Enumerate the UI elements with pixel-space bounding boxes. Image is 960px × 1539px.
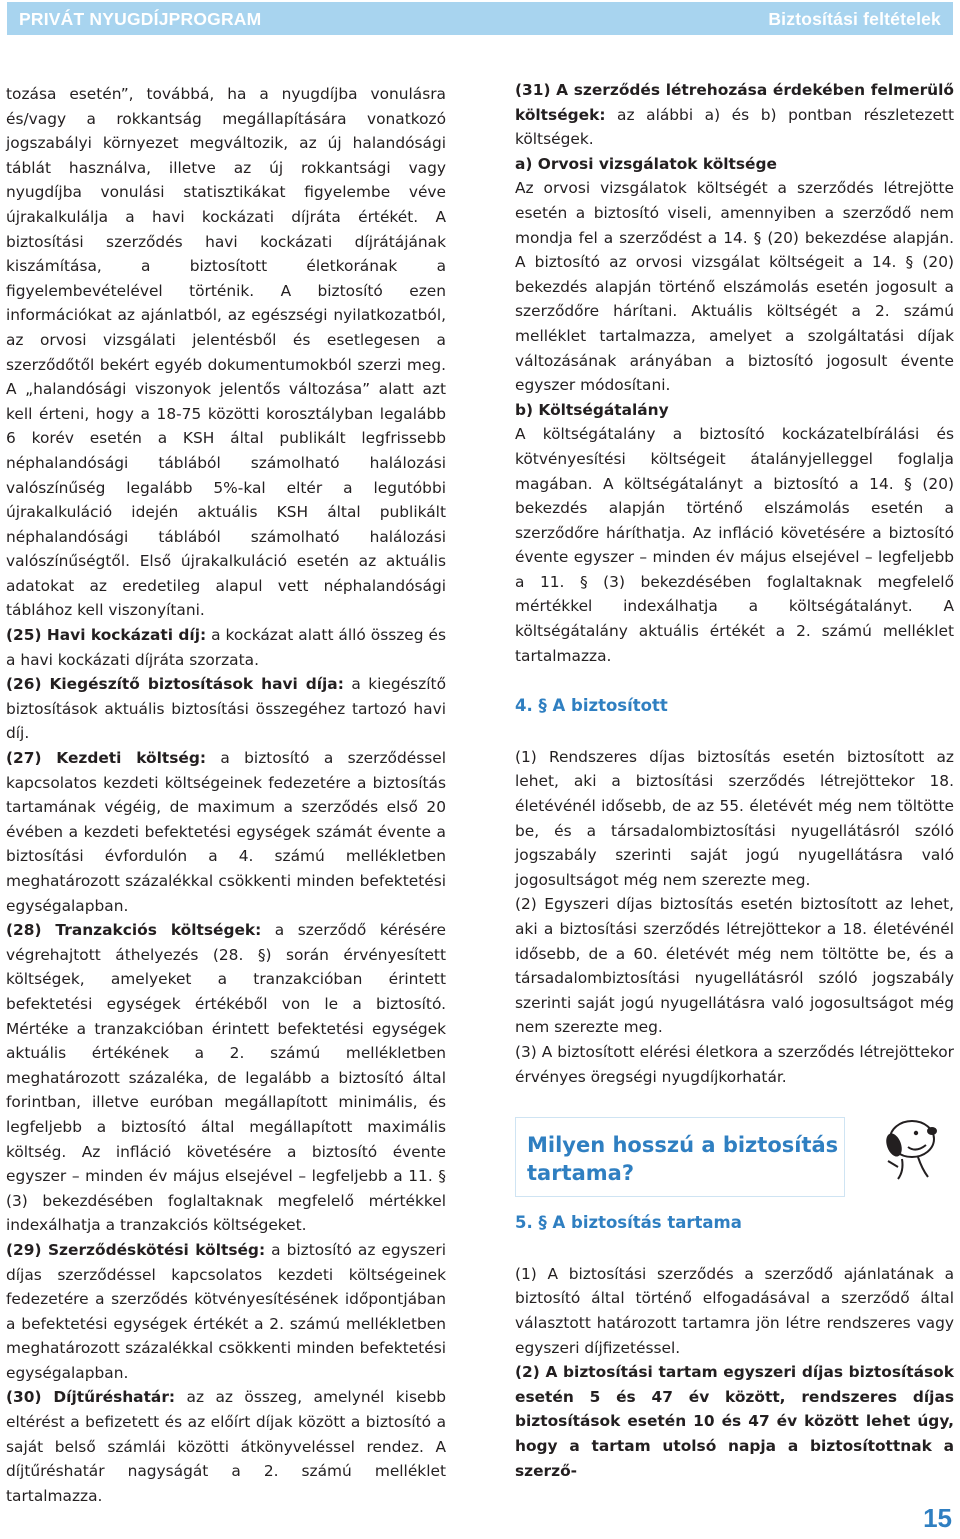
definition-31 [515, 78, 954, 152]
callout-box [515, 1101, 954, 1211]
callout-question: Milyen hosszú a biztosítás tartama? [527, 1133, 839, 1186]
right-column [515, 78, 954, 1483]
subpoint-b-title [515, 398, 954, 423]
page-number: 15 [923, 1503, 952, 1533]
section-5-paragraph-2 [515, 1360, 954, 1483]
definition-28 [6, 918, 446, 1238]
definition-26-term: (26) Kiegészítő biztosítások havi díja: [6, 675, 344, 694]
left-column [6, 82, 446, 1508]
spacer [515, 719, 954, 745]
header-band [7, 2, 953, 35]
header-program-title: PRIVÁT NYUGDÍJPROGRAM [19, 9, 262, 29]
definition-27-text: a biztosító a szerződéssel kapcsolatos kezdeti költségeinek fedezetére a biztosítás tartamának végéig, de maximum a szerződés első 20 évében a kezdeti befektetési egységek számát évente a biztosítási évfordulón a 4. számú mellékletben meghatározott százalékkal csökkenti minden befektetési egységalapban. [6, 749, 446, 915]
section-4-paragraph-1: (1) Rendszeres díjas biztosítás esetén biztosított az lehet, aki a biztosítási szerződés létrejöttekor 18. életévénél idősebb, de az 55. életévét még nem töltötte be, és a társadalombiztosítási nyugellátásról szóló jogszabály szerinti saját jogú nyugellátásra való jogosultságot még nem szerezte meg. [515, 747, 954, 889]
spacer [515, 668, 954, 694]
subpoint-a-title [515, 152, 954, 177]
definition-30 [6, 1385, 446, 1508]
definition-27 [6, 746, 446, 918]
definition-29-term: (29) Szerződéskötési költség: [6, 1240, 266, 1259]
definition-30-text: az az összeg, amelynél kisebb eltérést a befizetett és az előírt díjak között a biztosító a saját belső számlái közötti átkönyveléssel rendez. A díjtűréshatár nagyságát a 2. számú melléklet tartalmazza. [6, 1388, 446, 1505]
section-4-paragraph-2: (2) Egyszeri díjas biztosítás esetén biztosított az lehet, aki a biztosítási szerződés létrejöttekor a 18. életévénél idősebb, de a 60. életévét még nem töltötte be, és a társadalombiztosítási nyugellátásról szóló jogszabály szerinti saját jogú nyugellátásra való jogosultságot még nem szerezte meg. [515, 895, 954, 1037]
definition-31-term: (31) A szerződés létrehozása érdekében felmerülő költségek: [515, 81, 954, 124]
section-5-title: 5. § A biztosítás tartama [515, 1213, 742, 1233]
definition-26 [6, 672, 446, 746]
definition-25-text: a kockázat alatt álló összeg és a havi kockázati díjráta szorzata. [6, 626, 446, 669]
definition-29 [6, 1238, 446, 1386]
section-5-paragraph-2-text: (2) A biztosítási tartam egyszeri díjas biztosítások esetén 5 és 47 év között, rendszeres díjas biztosítások esetén 10 és 47 év között lehet úgy, hogy a tartam utolsó napja a biztosítottnak a szerző- [515, 1363, 954, 1480]
definition-30-term: (30) Díjtűréshatár: [6, 1388, 176, 1407]
definition-28-term: (28) Tranzakciós költségek: [6, 921, 262, 940]
section-4-title: 4. § A biztosított [515, 696, 668, 716]
intro-paragraph: tozása esetén”, továbbá, ha a nyugdíjba vonulásra és/vagy a rokkantság megállapítására vonatkozó jogszabályi környezet megváltozik, az új halandósági táblát használva, illetve az új rokkantsági vagy nyugdíjba vonulási statisztikákat figyelembe véve újrakalkulálja a havi kockázati díjráta értékét. A biztosítási szerződés havi kockázati díjrátájának kiszámítása, a biztosított életkorának a figyelembevételével történik. A biztosító ezen információkat az ajánlatból, az egészségi nyilatkozatból, az orvosi vizsgálati jelentésből és esetlegesen a szerződőtől bekért egyéb dokumentumokból szerzi meg. A „halandósági viszonyok jelentős változása” alatt azt kell érteni, hogy a 18-75 közötti korosztályban legalább 6 korév esetén a KSH által publikált legfrissebb néphalandósági táblából számolható halálozási valószínűség legalább 5%-kal eltér a legutóbbi újrakalkuláció idején aktuális KSH által publikált néphalandósági táblából számolható halálozási valószínűségtől. Első újrakalkuláció esetén az aktuális adatokat az eredetileg alapul vett néphalandósági táblához kell viszonyítani. [6, 85, 446, 620]
definition-25-term: (25) Havi kockázati díj: [6, 626, 207, 645]
header-section-title: Biztosítási feltételek [768, 9, 941, 29]
definition-31-text: az alábbi a) és b) pontban részletezett költségek. [515, 105, 954, 149]
definition-27-term: (27) Kezdeti költség: [6, 749, 207, 768]
subpoint-b-text: A költségátalány a biztosító kockázatelbírálási és kötvényesítési költségeit átalányjelleggel foglalja magában. A költségátalányt a biztosító a 14. § (20) bekezdés alapján történő elszámolás esetén a szerződőre háríthatja. Az infláció követésére a biztosító évente egyszer – minden év május elsejével – legfeljebb a 11. § (3) bekezdésében foglaltaknak megfelelő mértékkel indexálhatja a költségátalányt. A költségátalány aktuális értékét a 2. számú melléklet tartalmazza. [515, 425, 954, 665]
definition-29-text: a biztosító az egyszeri díjas szerződéssel kapcsolatos kezdeti költségeinek fedezetére a szerződés kötvényesítésének időpontjában a befektetési egységek értékét a 2. számú mellékletben meghatározott százalékkal csökkenti minden befektetési egységalapban. [6, 1240, 446, 1382]
cartoon-dog-icon [868, 1101, 950, 1183]
spacer [515, 1236, 954, 1262]
definition-26-text: a kiegészítő biztosítások aktuális biztosítási összegéhez tartozó havi díj. [6, 675, 446, 743]
section-4-paragraph-3: (3) A biztosított elérési életkora a szerződés létrejöttekor érvényes öregségi nyugdíjkorhatár. [515, 1042, 954, 1086]
subpoint-b-term: b) Költségátalány [515, 400, 669, 419]
definition-25 [6, 623, 446, 672]
definition-28-text: a szerződő kérésére végrehajtott áthelyezés (28. §) során érvényesített költségek, amelyeket a tranzakcióban érintett befektetési egységek értékéből von le a biztosító. Mértéke a tranzakcióban érintett befektetési egységek aktuális értékének a 2. számú mellékletben meghatározott százaléka, de legalább a biztosító által forintban, illetve euróban megállapított minimális, és legfeljebb a biztosító által megállapított maximális költség. Az infláció követésére a biztosító évente egyszer – minden év május elsejével – legfeljebb a 11. § (3) bekezdésében foglaltaknak megfelelő mértékkel indexálhatja a tranzakciós költségeket. [6, 921, 446, 1235]
subpoint-a-term: a) Orvosi vizsgálatok költsége [515, 154, 777, 173]
section-5-paragraph-1: (1) A biztosítási szerződés a szerződő ajánlatának a biztosító által történő elfogadásával a szerződő által választott határozott tartamra jön létre rendszeres vagy egyszeri díjfizetéssel. [515, 1264, 954, 1357]
subpoint-a-text: Az orvosi vizsgálatok költségét a szerződés létrejötte esetén a biztosító viseli, amennyiben a szerződő nem mondja fel a szerződést a 14. § (20) bekezdése alapján. A biztosító az orvosi vizsgálat költségeit a 14. § (20) bekezdés alapján történő elszámolás esetén jogosult a szerződőre hárítani. Aktuális költségét a 2. számú melléklet tartalmazza, amelyet a szolgáltatási díjak változásának arányában a biztosító jogosult évente egyszer módosítani. [515, 179, 954, 395]
